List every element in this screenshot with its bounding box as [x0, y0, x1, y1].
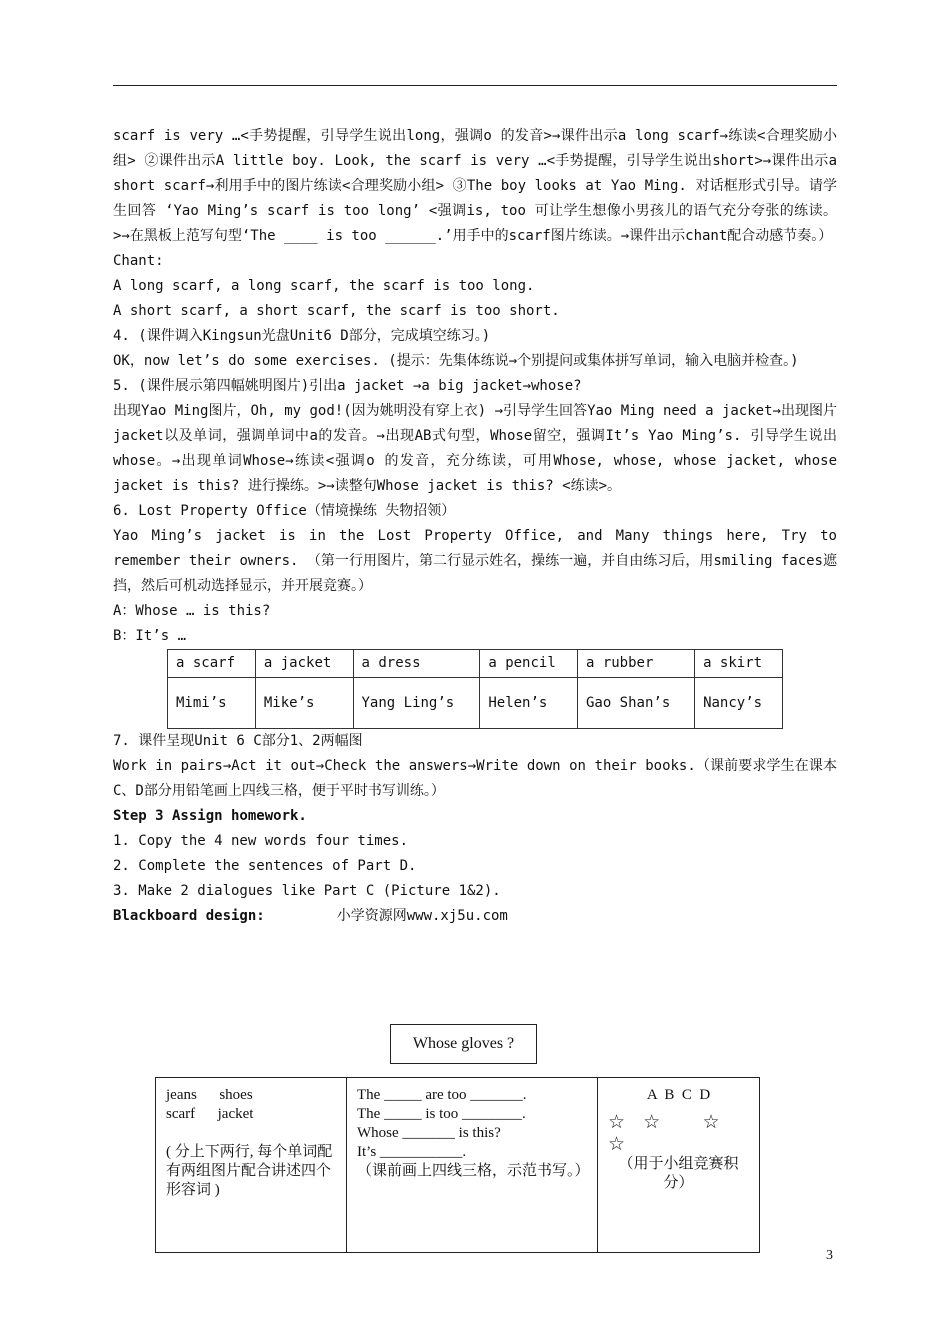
paragraph: OK，now let’s do some exercises. (提示：先集体练说→个别提问或集体拼写单词，输入电脑并检查。) — [113, 353, 799, 369]
paragraph: Yao Ming’s jacket is in the Lost Property Office, and Many things here, Try to remember their owners. （第一行用图片，第二行显示姓名，操练一遍，并自由练习后，用smiling faces遮挡，然后可机动选择显示，并开展竞赛。） — [113, 528, 837, 594]
sentences-note: （课前画上四线三格，示范书写。） — [357, 1163, 590, 1179]
table-cell: a dress — [353, 650, 480, 678]
table-cell: a scarf — [168, 650, 256, 678]
site-credit: 小学资源网www.xj5u.com — [336, 908, 508, 924]
table-row — [168, 650, 783, 678]
table-cell: a skirt — [695, 650, 783, 678]
paragraph: Work in pairs→Act it out→Check the answers→Write down on their books.（课前要求学生在课本C、D部分用铅笔画上四线三格，便于平时书写训练。） — [113, 758, 837, 799]
homework-item: 1. Copy the 4 new words four times. — [113, 833, 409, 849]
blackboard-words-cell — [156, 1078, 347, 1253]
words-row: scarf jacket — [166, 1106, 254, 1122]
paragraph: 5. (课件展示第四幅姚明图片)引出a jacket →a big jacket→whose? — [113, 378, 582, 394]
header-rule — [113, 85, 837, 86]
group-letters: A B C D — [646, 1087, 711, 1103]
paragraph: A：Whose … is this? — [113, 603, 271, 619]
step3-heading: Step 3 Assign homework. — [113, 808, 307, 824]
words-row: jeans shoes — [166, 1087, 253, 1103]
paragraph: 7. 课件呈现Unit 6 C部分1、2两幅图 — [113, 733, 363, 749]
paragraph: A long scarf, a long scarf, the scarf is too long. — [113, 278, 535, 294]
paragraph: B：It’s … — [113, 628, 187, 644]
star-icon-row: ☆ — [608, 1133, 626, 1155]
paragraph: 4. (课件调入Kingsun光盘Unit6 D部分，完成填空练习。) — [113, 328, 491, 344]
homework-item: 2. Complete the sentences of Part D. — [113, 858, 417, 874]
table-cell: a rubber — [577, 650, 694, 678]
table-row — [168, 678, 783, 729]
blackboard-score-cell — [598, 1078, 760, 1253]
star-icon-row: ☆ ☆ ☆ — [608, 1111, 720, 1133]
table-cell: a pencil — [480, 650, 578, 678]
words-note: ( 分上下两行, 每个单词配有两组图片配合讲述四个形容词 ) — [166, 1144, 333, 1198]
blackboard-title-box — [390, 1024, 537, 1064]
blackboard-line — [113, 904, 837, 929]
blackboard-label: Blackboard design: — [113, 908, 265, 924]
sentence-line: The _____ are too _______. — [357, 1087, 527, 1103]
blackboard-table — [155, 1077, 760, 1253]
paragraph: 出现Yao Ming图片，Oh, my god!(因为姚明没有穿上衣) →引导学生回答Yao Ming need a jacket→出现图片jacket以及单词，强调单词中a的发音。→出现AB式句型，Whose留空，强调It’s Yao Ming’s. 引导学生说出whose。→出现单词Whose→练读<强调o 的发音，充分练读，可用Whose, whose, whose jacket, whose jacket is this? 进行操练。>→读整句Whose jacket is this? <练读>。 — [113, 403, 837, 494]
paragraph: 6. Lost Property Office（情境操练 失物招领） — [113, 503, 456, 519]
table-cell: a jacket — [255, 650, 353, 678]
paragraph: Chant: — [113, 253, 164, 269]
table-cell: Nancy’s — [695, 678, 783, 729]
score-note: （用于小组竞赛积分） — [618, 1156, 739, 1191]
paragraph: A short scarf, a short scarf, the scarf is too short. — [113, 303, 560, 319]
sentence-line: The _____ is too ________. — [357, 1106, 526, 1122]
sentence-line: Whose _______ is this? — [357, 1125, 501, 1141]
lost-property-table — [167, 649, 783, 729]
homework-item: 3. Make 2 dialogues like Part C (Picture 1&2). — [113, 883, 501, 899]
blackboard-sentences-cell — [347, 1078, 598, 1253]
table-cell: Gao Shan’s — [577, 678, 694, 729]
page-number: 3 — [826, 1248, 833, 1263]
table-cell: Helen’s — [480, 678, 578, 729]
sentence-line: It’s ___________. — [357, 1144, 467, 1160]
table-cell: Mimi’s — [168, 678, 256, 729]
table-cell: Yang Ling’s — [353, 678, 480, 729]
table-row — [156, 1078, 760, 1253]
document-body — [113, 124, 837, 929]
blackboard-title: Whose gloves ? — [412, 1035, 515, 1052]
table-cell: Mike’s — [255, 678, 353, 729]
paragraph: scarf is very …<手势提醒，引导学生说出long，强调o 的发音>→课件出示a long scarf→练读<合理奖励小组> ②课件出示A little boy. Look, the scarf is very …<手势提醒，引导学生说出short>→课件出示a short scarf→利用手中的图片练读<合理奖励小组> ③The boy looks at Yao Ming. 对话框形式引导。请学生回答 ‘Yao Ming’s scarf is too long’ <强调is, too 可让学生想像小男孩儿的语气充分夸张的练读。>→在黑板上范写句型‘The ____ is too ______.’用手中的scarf图片练读。→课件出示chant配合动感节奏。） — [113, 128, 837, 244]
